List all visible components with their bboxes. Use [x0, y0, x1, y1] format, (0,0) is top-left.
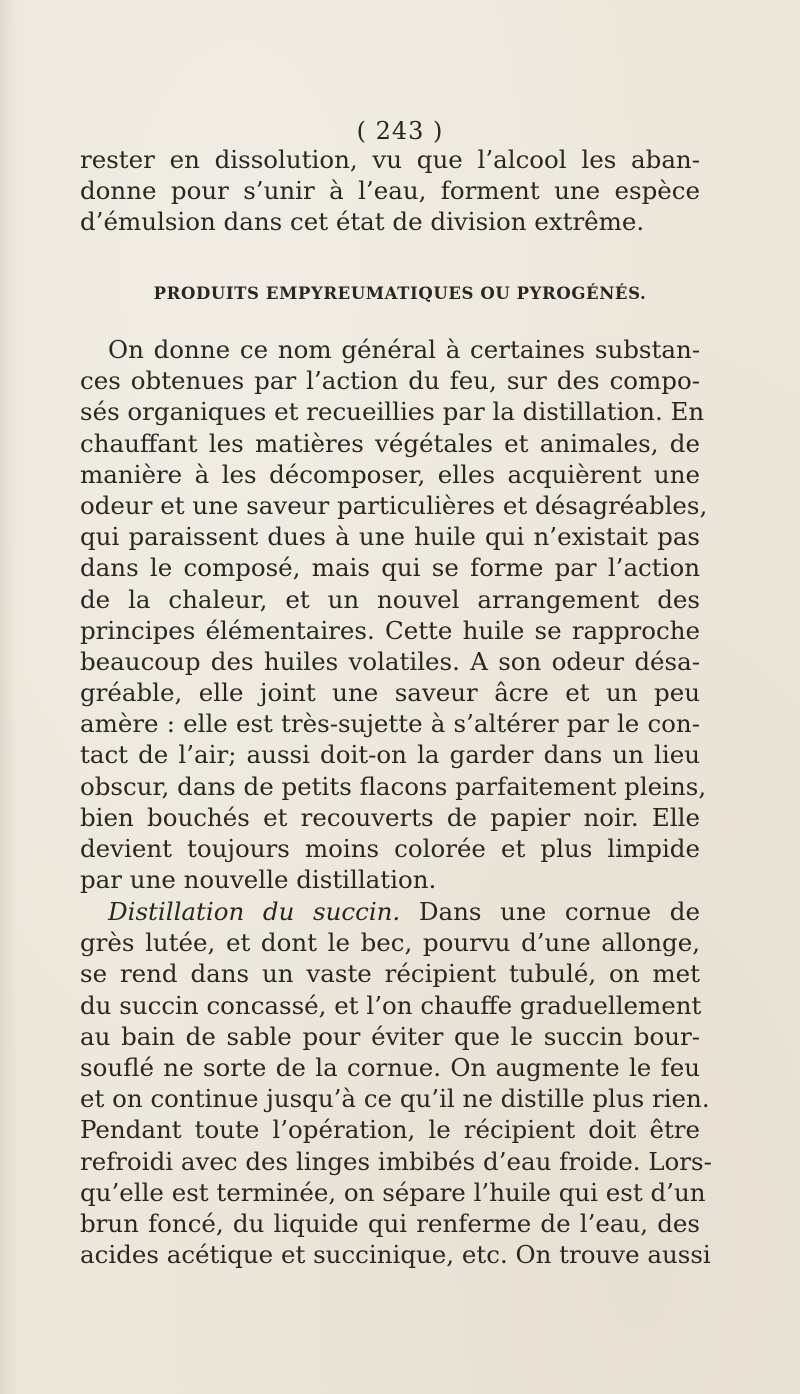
- text-line: donne pour s’unir à l’eau, forment une espèce: [80, 176, 700, 206]
- text-line: au bain de sable pour éviter que le succin bour-: [80, 1021, 700, 1051]
- intro-paragraph: [80, 144, 700, 238]
- section-heading: PRODUITS EMPYREUMATIQUES OU PYROGÉNÉS.: [153, 284, 647, 303]
- paragraph-distillation: [80, 896, 712, 1270]
- text-line: qu’elle est terminée, on sépare l’huile qui est d’un: [80, 1177, 706, 1207]
- text-line: dans le composé, mais qui se forme par l’action: [80, 553, 700, 583]
- text-line: souflé ne sorte de la cornue. On augmente le feu: [80, 1052, 700, 1082]
- text-line: se rend dans un vaste récipient tubulé, on met: [80, 959, 700, 989]
- text-line: manière à les décomposer, elles acquièrent une: [80, 459, 700, 489]
- text-line: Pendant toute l’opération, le récipient doit être: [80, 1115, 700, 1145]
- text-line: brun foncé, du liquide qui renferme de l’eau, des: [80, 1208, 700, 1238]
- text-line: beaucoup des huiles volatiles. A son odeur désa-: [80, 646, 700, 676]
- text-line: odeur et une saveur particulières et désagréables,: [80, 490, 708, 520]
- text-line: devient toujours moins colorée et plus limpide: [80, 834, 700, 863]
- text-line: tact de l’air; aussi doit-on la garder dans un lieu: [80, 740, 700, 770]
- text-line: par une nouvelle distillation.: [80, 865, 437, 895]
- text-line: qui paraissent dues à une huile qui n’existait pas: [80, 522, 700, 552]
- text-line: sés organiques et recueillies par la distillation. En: [80, 397, 705, 427]
- text-line: rester en dissolution, vu que l’alcool les aban-: [80, 145, 700, 174]
- text-line: [80, 896, 700, 927]
- text-line: amère : elle est très-sujette à s’altérer par le con-: [80, 709, 700, 739]
- text-line: ces obtenues par l’action du feu, sur des compo-: [80, 366, 700, 396]
- page-number: ( 243 ): [356, 117, 444, 145]
- text-line: gréable, elle joint une saveur âcre et un peu: [80, 678, 700, 708]
- text-line: du succin concassé, et l’on chauffe graduellement: [80, 990, 702, 1020]
- text-line-rest: Dans une cornue de: [418, 897, 700, 926]
- text-line: bien bouchés et recouverts de papier noir. Elle: [80, 802, 700, 832]
- text-line: On donne ce nom général à certaines substan-: [108, 335, 700, 364]
- page-binding-shadow: [0, 0, 18, 1394]
- text-line: grès lutée, et dont le bec, pourvu d’une allonge,: [80, 928, 700, 958]
- text-line: refroidi avec des linges imbibés d’eau froide. Lors-: [80, 1146, 712, 1176]
- text-line: d’émulsion dans cet état de division extrême.: [80, 207, 645, 237]
- text-line: acides acétique et succinique, etc. On trouve aussi: [80, 1240, 711, 1270]
- text-line: obscur, dans de petits flacons parfaitement pleins,: [80, 771, 707, 801]
- paragraph-products: [80, 334, 708, 895]
- text-line: de la chaleur, et un nouvel arrangement des: [80, 584, 700, 614]
- text-line: chauffant les matières végétales et animales, de: [80, 428, 700, 458]
- text-line: principes élémentaires. Cette huile se rapproche: [80, 615, 700, 645]
- text-line: et on continue jusqu’à ce qu’il ne distille plus rien.: [80, 1084, 710, 1114]
- paragraph-title: Distillation du succin.: [108, 897, 401, 926]
